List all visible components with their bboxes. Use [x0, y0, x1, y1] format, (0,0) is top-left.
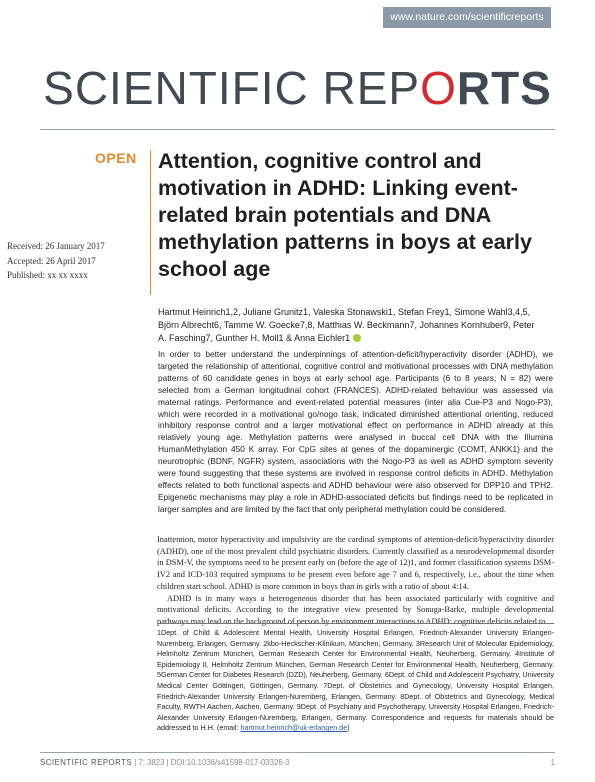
- author-line-text: A. Fasching7, Gunther H. Moll1 & Anna Eichler1: [158, 333, 351, 343]
- journal-url[interactable]: www.nature.com/scientificreports: [390, 11, 544, 23]
- author-line-last: [158, 332, 553, 345]
- journal-url-bar[interactable]: [383, 7, 551, 28]
- correspondence-email-link[interactable]: hartmut.heinrich@uk-erlangen.de: [240, 723, 348, 733]
- masthead-divider: [40, 129, 555, 130]
- orcid-icon[interactable]: [353, 334, 361, 342]
- masthead-dot-letter: O: [420, 62, 457, 114]
- open-access-label: OPEN: [95, 150, 137, 166]
- author-list: [158, 306, 553, 345]
- article-title: Attention, cognitive control and motivation in ADHD: Linking event-related brain potentials and DNA methylation patterns in boys at early school age: [158, 149, 532, 281]
- date-accepted: Accepted: 26 April 2017: [7, 256, 96, 266]
- masthead-part-1: SCIENTIFIC REP: [43, 62, 421, 114]
- abstract: In order to better understand the underpinnings of attention-deficit/hyperactivity disorder (ADHD), we targeted the relationship of attentional, cognitive control and motivational processes with DNA methylation patterns of 60 candidate genes in boys at early school age. Participants (6 to 8 years; N = 82) were selected from a German longitudinal cohort (FRANCES). ADHD-related behaviour was assessed via maternal ratings. Performance and event-related potential measures (inter alia Cue-P3 and Nogo-P3), which were recorded in a motivational go/nogo task, indicated diminished attentional orienting, reduced inhibitory response control and a larger motivational effect on performance in ADHD already at this relatively young age. Methylation patterns were analysed in buccal cell DNA with the Illumina HumanMethylation 450 K array. For CpG sites at genes of the dopaminergic (COMT, ANKK1) and the neurotrophic (BDNF, NGFR) system, associations with the Nogo-P3 as well as ADHD symptom severity were found suggesting that these systems are involved in response control deficits in ADHD. Methylation effects related to both functional aspects and ADHD behaviour were also observed for DPP10 and TPH2. Epigenetic mechanisms may play a role in ADHD-associated deficits but findings need to be replicated in larger samples and are limited by the fact that only peripheral methylation could be considered.: [158, 349, 553, 514]
- body-paragraph: Inattention, motor hyperactivity and impulsivity are the cardinal symptoms of attention-deficit/hyperactivity disorder (ADHD), one of the most prevalent child psychiatric disorders. Currently classified as a neurodevelopmental disorder in DSM-V, the symptoms need to be present early on (before the age of 12)1, and former classification systems DSM-IV2 and ICD-103 required symptoms to be present even before age 7 and 6, respectively, i.e., about the time when children start school. ADHD is more common in boys than in girls with a ratio of about 4:14.: [157, 535, 554, 591]
- masthead-part-2: RTS: [456, 62, 552, 114]
- page-footer: [40, 758, 555, 767]
- journal-masthead: [0, 58, 595, 118]
- date-received: Received: 26 January 2017: [7, 241, 105, 251]
- footer-citation: | 7: 3823 | DOI:10.1038/s41598-017-03326-3: [134, 758, 290, 767]
- date-published: Published: xx xx xxxx: [7, 270, 88, 280]
- affiliations: [157, 628, 554, 734]
- footnote-divider: [157, 623, 554, 624]
- page-number: 1: [550, 758, 555, 767]
- title-accent-rule: [150, 150, 151, 295]
- footer-divider: [40, 752, 555, 753]
- body-paragraph: ADHD is in many ways a heterogeneous disorder that has been associated particularly with cognitive and motivational deficits. According to the integrative view presented by Sonuga-Barke, multiple developmental pathways may lead on the background of person by environment interactions to ADHD: cognitive deficits related to: [157, 593, 554, 626]
- author-line: Hartmut Heinrich1,2, Juliane Grunitz1, Valeska Stonawski1, Stefan Frey1, Simone Wahl3,4,5,: [158, 307, 531, 317]
- affiliations-text: 1Dept. of Child & Adolescent Mental Health, University Hospital Erlangen, Friedrich-Alexander University Erlangen-Nuremberg, Erlangen, Germany. 2kbo-Heckscher-Klinikum, München, Germany. 3Research Unit of Molecular Epidemiology, Helmholtz Zentrum München, German Research Center for Environmental Health, Neuherberg, Germany. 4Institute of Epidemiology II, Helmholtz Zentrum München, German Research Center for Environmental Health, Neuherberg, Germany. 5German Center for Diabetes Research (DZD), Neuherberg, Germany. 6Dept. of Child and Adolescent Psychiatry, University Medical Center Göttingen, Göttingen, Germany. 7Dept. of Obstetrics and Gynecology, University Hospital Erlangen, Friedrich-Alexander University Erlangen-Nuremberg, Erlangen, Germany. 8Dept. of Obstetrics and Gynecology, Medical Faculty, RWTH Aachen, Aachen, Germany. 9Dept. of Psychiatry and Psychotherapy, University Hospital Erlangen, Friedrich-Alexander University Erlangen-Nuremberg, Erlangen, Germany. Correspondence and requests for materials should be addressed to H.H. (email:: [157, 628, 554, 733]
- article-body: [157, 534, 554, 628]
- affiliations-close: ): [347, 723, 350, 733]
- footer-journal-name: SCIENTIFIC REPORTS: [40, 758, 133, 767]
- author-line: Björn Albrecht6, Tamme W. Goecke7,8, Matthias W. Beckmann7, Johannes Kornhuber9, Peter: [158, 320, 535, 330]
